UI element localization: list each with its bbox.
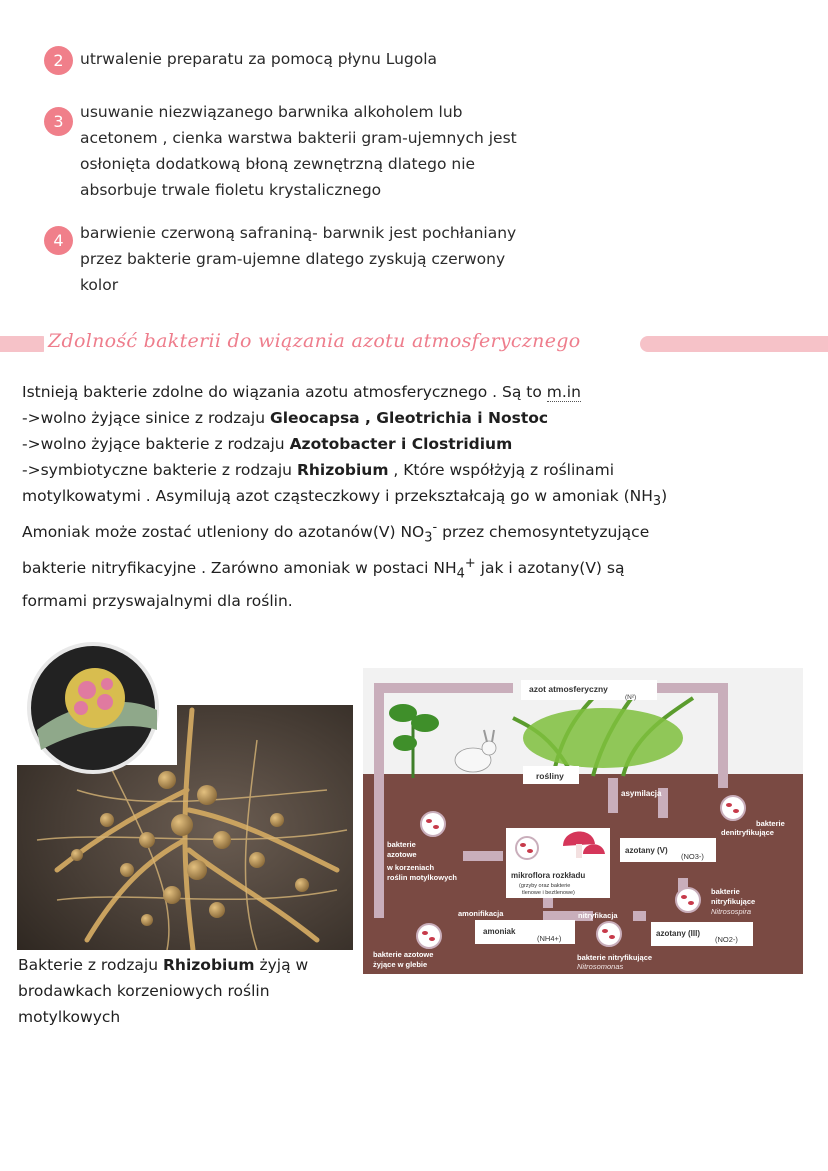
para-line: formami przyswajalnymi dla roślin.: [22, 591, 293, 610]
ammonia-formula: (NH4+): [537, 934, 562, 943]
step-line: kolor: [80, 276, 119, 294]
soil-bacteria-label: bakterie azotowe: [373, 950, 434, 959]
nitrate-label: azotany (V): [625, 846, 668, 855]
step-number-badge: 2: [44, 46, 73, 75]
step-number-badge: 4: [44, 226, 73, 255]
nitrite-label: azotany (III): [656, 929, 701, 938]
ammonification-label: amonifikacja: [458, 909, 504, 918]
denitrifying-bacteria-icon: [721, 796, 745, 820]
decomposer-bacteria-icon: [516, 837, 538, 859]
atm-formula: (N²): [625, 694, 637, 701]
step-line: usuwanie niezwiązanego barwnika alkoholem lub: [80, 103, 463, 121]
ammonia-label: amoniak: [483, 927, 516, 936]
soil-bacteria-label: żyjące w glebie: [373, 960, 428, 969]
denitrifying-label: denitryfikujące: [721, 828, 774, 837]
step-line: osłonięta dodatkową błoną zewnętrzną dlatego nie: [80, 155, 476, 173]
section-title: Zdolność bakterii do wiązania azotu atmosferycznego: [44, 330, 586, 352]
decomposers-label: mikroflora rozkładu: [511, 871, 586, 880]
root-nodules-photo: [17, 640, 353, 950]
nitrite-formula: (NO2-): [715, 935, 738, 944]
step-line: acetonem , cienka warstwa bakterii gram-ujemnych jest: [80, 129, 517, 147]
step-number-badge: 3: [44, 107, 73, 136]
para-line: ->wolno żyjące sinice z rodzaju Gleocapsa , Gleotrichia i Nostoc: [22, 409, 549, 427]
para-line: Amoniak może zostać utleniony do azotanów(V) $NO_3^-$ przez chemosyntetyzujące: [22, 520, 650, 546]
fixing-label: w korzeniach: [387, 863, 435, 872]
banner-bar-left: [0, 336, 50, 352]
step-line: utrwalenie preparatu za pomocą płynu Lugola: [80, 50, 438, 68]
caption-line: Bakterie z rodzaju Rhizobium żyją w: [18, 956, 309, 974]
step-2: [44, 46, 584, 72]
nitrogen-fixation-paragraph: [22, 379, 722, 614]
nitrifying-label: bakterie: [711, 887, 740, 896]
assimilation-label: asymilacja: [621, 789, 662, 798]
para-line: ->wolno żyjące bakterie z rodzaju Azotobacter i Clostridium: [22, 435, 513, 453]
soil-bacteria-icon: [417, 924, 441, 948]
step-line: absorbuje trwale fioletu krystalicznego: [80, 181, 382, 199]
banner-bar-right: [640, 336, 828, 352]
caption-line: brodawkach korzeniowych roślin: [18, 982, 270, 1000]
fixing-label: bakterie: [387, 840, 416, 849]
decomposers-sub: tlenowe i beztlenowe): [522, 890, 575, 896]
abbreviation: m.in: [546, 383, 581, 401]
atm-label: azot atmosferyczny: [529, 684, 608, 694]
step-3: [44, 99, 584, 203]
nitrosomonas-icon: [597, 922, 621, 946]
para-line: motylkowatymi . Asymilują azot cząsteczkowy i przekształcają go w amoniak $(NH_3)$: [22, 487, 668, 510]
fixing-label: roślin motylkowych: [387, 873, 458, 882]
para-line: ->symbiotyczne bakterie z rodzaju Rhizobium , Które współżyją z roślinami: [22, 461, 614, 479]
step-line: barwienie czerwoną safraniną- barwnik jest pochłaniany: [80, 224, 517, 242]
step-text: [80, 220, 584, 298]
genus-names: Azotobacter i Clostridium: [289, 435, 513, 453]
para-line: bakterie nitryfikacyjne . Zarówno amoniak w postaci $NH_4^+$ jak i azotany(V) są: [22, 556, 625, 582]
fixing-label: azotowe: [387, 850, 417, 859]
nitrifying-bacteria-icon: [676, 888, 700, 912]
plants-label: rośliny: [536, 771, 564, 781]
genus-names: Rhizobium: [296, 461, 389, 479]
decomposers-sub: (grzyby oraz bakterie: [519, 883, 571, 889]
photo-caption: [18, 952, 358, 1030]
para-line: Istnieją bakterie zdolne do wiązania azotu atmosferycznego . Są to m.in: [22, 383, 581, 401]
genus-names: Gleocapsa , Gleotrichia i Nostoc: [270, 409, 549, 427]
nitrifying-label: nitryfikujące: [711, 897, 756, 906]
nitrate-formula: (NO3-): [681, 852, 704, 861]
step-text: [80, 46, 584, 72]
step-line: przez bakterie gram-ujemne dlatego zyskują czerwony: [80, 250, 506, 268]
step-text: [80, 99, 584, 203]
denitrifying-label: bakterie: [756, 819, 785, 828]
caption-line: motylkowych: [18, 1008, 121, 1026]
nitrosomonas-label: Nitrosomonas: [577, 962, 624, 971]
nitrifying-bacteria-label: bakterie nitryfikujące: [577, 953, 653, 962]
step-4: [44, 220, 584, 298]
nitrification-label: nitryfikacja: [578, 911, 618, 920]
nitrosospira-label: Nitrosospira: [711, 907, 752, 916]
nitrogen-cycle-diagram: [363, 668, 803, 974]
fixing-bacteria-icon: [421, 812, 445, 836]
section-banner: [0, 332, 828, 356]
